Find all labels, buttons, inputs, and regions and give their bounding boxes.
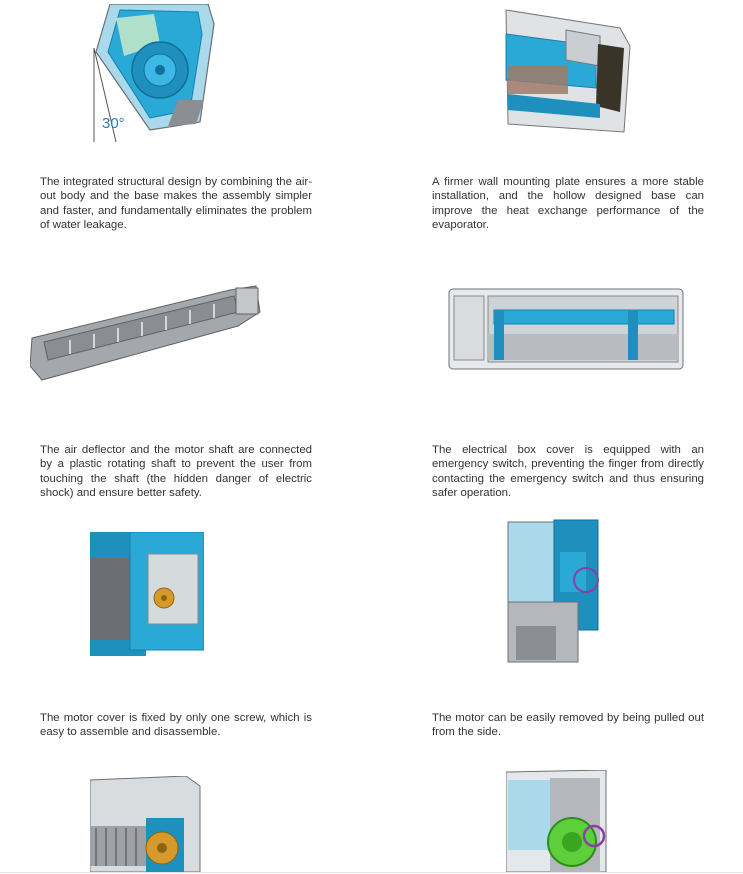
angle-label: 30° — [102, 115, 125, 132]
green-motor-illustration — [506, 770, 608, 872]
caption-one-piece-structure: The integrated structural design by combining the air-out body and the base makes the assembly simpler and faster, and fundamentally eliminates the problem of water leakage. — [40, 176, 312, 231]
electrical-box-illustration — [448, 288, 684, 370]
caption-air-deflector-shaft: The air deflector and the motor shaft are connected by a plastic rotating shaft to prevent the user from touching the shaft (the hidden danger of electric shock) and ensure better safety. — [40, 444, 312, 499]
motor-removal-illustration — [506, 518, 606, 668]
caption-motor-cover-screw: The motor cover is fixed by only one screw, which is easy to assemble and disassemble. — [40, 712, 312, 739]
air-deflector-illustration — [30, 282, 262, 382]
fan-motor-illustration — [90, 776, 202, 872]
page-bottom-rule — [0, 872, 743, 873]
tilted-unit-illustration — [90, 4, 220, 144]
caption-electrical-box-cover: The electrical box cover is equipped with an emergency switch, preventing the finger from directly contacting the emergency switch and thus ensuring safer operation. — [432, 444, 704, 499]
caption-motor-side-removal: The motor can be easily removed by being pulled out from the side. — [432, 712, 704, 739]
caption-wall-mounting-plate: A firmer wall mounting plate ensures a more stable installation, and the hollow designed base can improve the heat exchange performance of the evaporator. — [432, 176, 704, 231]
wall-mounting-plate-illustration — [500, 6, 634, 134]
motor-cover-illustration — [90, 532, 204, 656]
